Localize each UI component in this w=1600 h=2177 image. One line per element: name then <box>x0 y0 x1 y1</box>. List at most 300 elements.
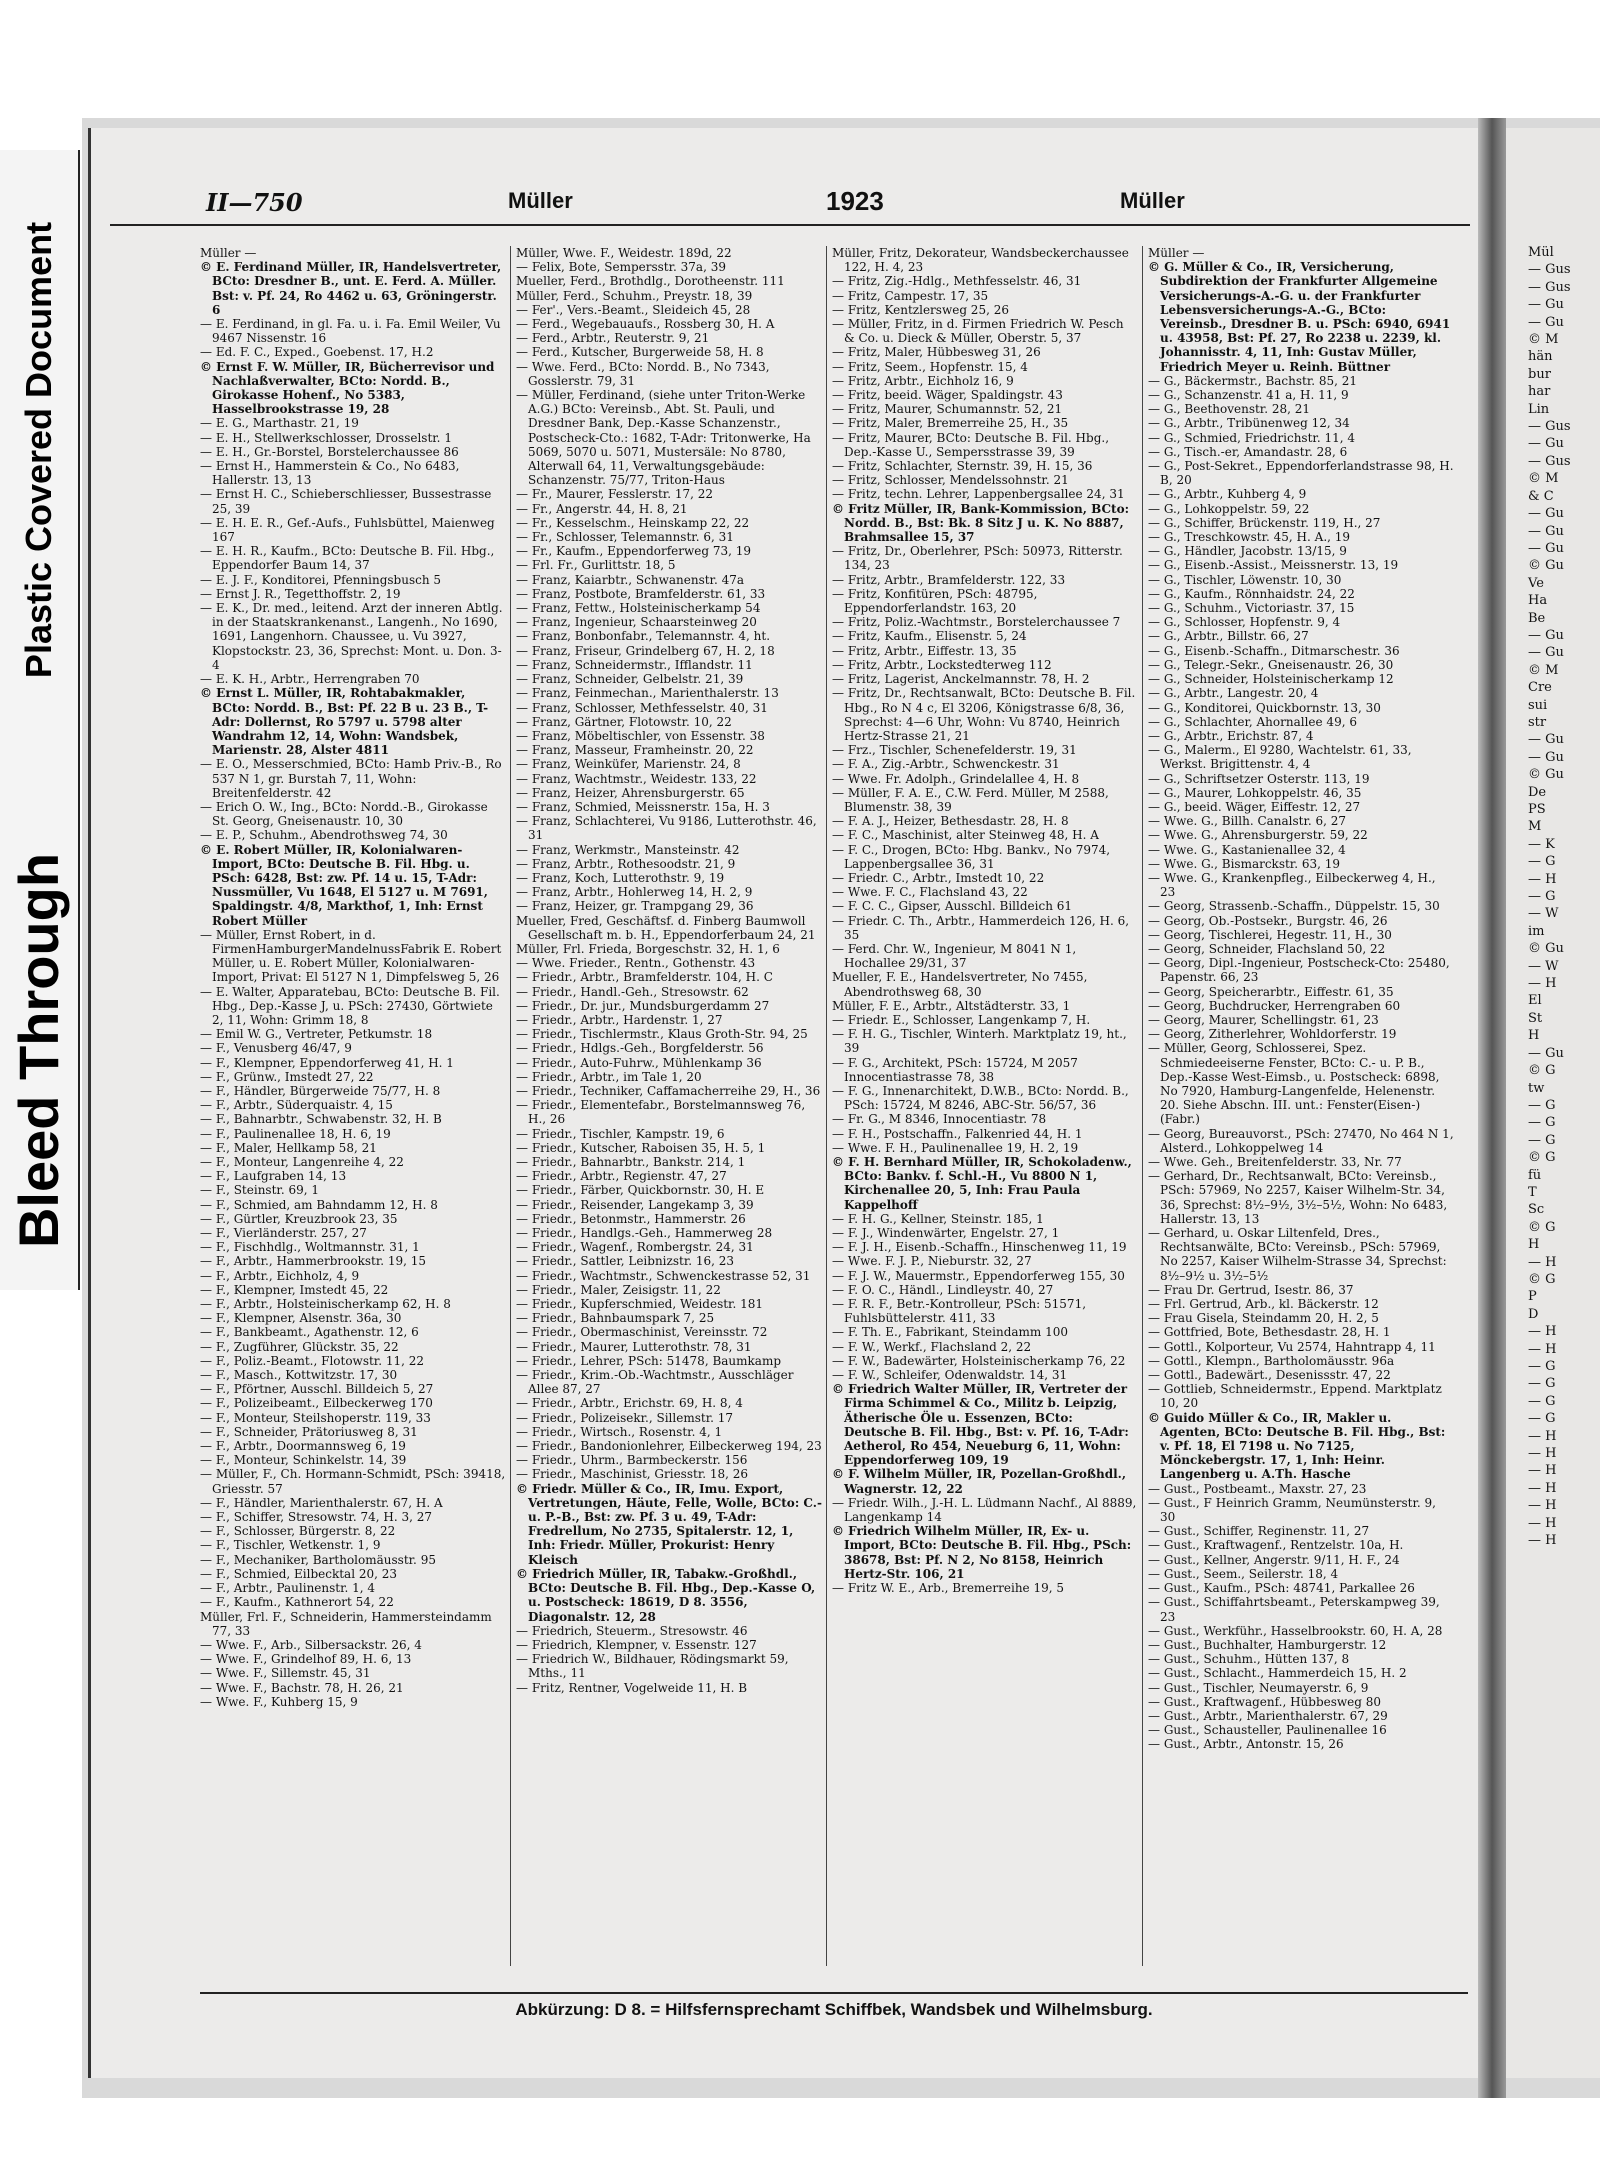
adjacent-page-line: © Gu <box>1528 558 1564 574</box>
directory-entry: — F. A., Zig.-Arbtr., Schwenckestr. 31 <box>832 757 1060 772</box>
adjacent-page-line: sui <box>1528 697 1548 713</box>
adjacent-page-line: — K <box>1528 836 1555 852</box>
directory-entry: — Franz, Schneider, Gelbelstr. 21, 39 <box>516 672 744 687</box>
directory-entry: — Georg, Tischlerei, Hegestr. 11, H., 30 <box>1148 927 1392 942</box>
adjacent-page-line: tw <box>1528 1080 1545 1096</box>
directory-entry: — Friedr., Auto-Fuhrw., Mühlenkamp 36 <box>516 1055 762 1070</box>
directory-entry: — Friedr., Kupferschmied, Weidestr. 181 <box>516 1297 763 1312</box>
directory-entry: © Friedr. Müller & Co., IR, Imu. Export, Vertretungen, Häute, Felle, Wolle, BCto: C.- u. P.-B., Bst: zw. Pf. 3 u. 49, T-Adr: Fredrellum, No 2735, Spitalerstr. 12, 1, Inh: Friedr. Müller, Prokurist: Henry Kleisch <box>516 1481 822 1567</box>
directory-entry: — Franz, Feinmechan., Marienthalerstr. 13 <box>516 686 779 701</box>
directory-entry: — F. J. W., Mauermstr., Eppendorferweg 155, 30 <box>832 1268 1125 1283</box>
directory-entry: — Fritz, Maurer, BCto: Deutsche B. Fil. Hbg., Dep.-Kasse U., Sempersstrasse 39, 39 <box>832 430 1110 459</box>
page-header <box>110 184 1470 226</box>
directory-entry: Müller, Frl. F., Schneiderin, Hammersteindamm 77, 33 <box>200 1609 492 1638</box>
directory-entry: — F., Steinstr. 69, 1 <box>200 1183 319 1198</box>
directory-entry: — E. G., Marthastr. 21, 19 <box>200 416 359 431</box>
directory-entry: — Gust., Schiffer, Reginenstr. 11, 27 <box>1148 1524 1370 1539</box>
directory-entry: — E. H., Gr.-Borstel, Borstelerchaussee 86 <box>200 444 459 459</box>
adjacent-page-line: © Gu <box>1528 941 1564 957</box>
directory-entry: — Georg, Speicherarbtr., Eiffestr. 61, 35 <box>1148 984 1394 999</box>
adjacent-page-line: PS <box>1528 802 1546 817</box>
directory-entry: — Franz, Weinküfer, Marienstr. 24, 8 <box>516 757 741 772</box>
adjacent-page-line: — H <box>1528 1480 1557 1496</box>
adjacent-page-line: — Gu <box>1528 1045 1564 1061</box>
directory-entry: — Friedr., Handl.-Geh., Stresowstr. 62 <box>516 984 749 999</box>
column-rule <box>826 246 827 1966</box>
adjacent-page-line: Cre <box>1528 680 1552 696</box>
directory-entry: — Friedr., Wachtmstr., Schwenckestrasse 52, 31 <box>516 1268 811 1283</box>
directory-entry: — F. O. C., Händl., Lindleystr. 40, 27 <box>832 1282 1054 1297</box>
directory-entry: — Franz, Heizer, Ahrensburgerstr. 65 <box>516 785 745 800</box>
adjacent-page-line: — W <box>1528 906 1559 922</box>
directory-entry: Müller — <box>200 246 257 260</box>
directory-entry: — Frl. Fr., Gurlittstr. 18, 5 <box>516 558 676 573</box>
adjacent-page-line: — H <box>1528 1446 1557 1462</box>
bleed-through-label: Bleed Through <box>7 852 71 1248</box>
directory-entry: — Wwe. F., Kuhberg 15, 9 <box>200 1694 358 1709</box>
directory-entry: © E. Robert Müller, IR, Kolonialwaren-Import, BCto: Deutsche B. Fil. Hbg. u. PSch: 6428, Bst: zw. Pf. 14 u. 15, T-Adr: Nussmüller, Vu 1648, El 5127 u. M 7691, Spaldingstr. 4/8, Markthof, 1, Inh: Ernst Robert Müller <box>200 842 488 928</box>
directory-entry: — Friedr., Arbtr., Regienstr. 47, 27 <box>516 1169 727 1184</box>
directory-entry: — Gust., Kellner, Angerstr. 9/11, H. F., 24 <box>1148 1552 1400 1567</box>
column-rule <box>510 246 511 1966</box>
directory-entry: — Franz, Friseur, Grindelberg 67, H. 2, 18 <box>516 643 775 658</box>
adjacent-page-line: — G <box>1528 1132 1556 1148</box>
adjacent-page-line: — H <box>1528 871 1557 887</box>
directory-entry: — F., Arbtr., Paulinenstr. 1, 4 <box>200 1581 376 1596</box>
directory-entry: — Fritz, techn. Lehrer, Lappenbergsallee 24, 31 <box>832 487 1125 502</box>
directory-entry: — Wwe. Fr. Adolph., Grindelallee 4, H. 8 <box>832 771 1080 786</box>
directory-entry: — Gust., Schuhm., Hütten 137, 8 <box>1148 1652 1350 1667</box>
directory-entry: — Frau Gisela, Steindamm 20, H. 2, 5 <box>1148 1311 1379 1326</box>
directory-entry: — Müller, F., Ch. Hormann-Schmidt, PSch: 39418, Griesstr. 57 <box>200 1467 506 1496</box>
directory-entry: © F. H. Bernhard Müller, IR, Schokoladenw., BCto: Bankv. f. Schl.-H., Vu 8800 N 1, Kirchenallee 20, 5, Inh: Frau Paula Kappelhoff <box>832 1155 1132 1212</box>
directory-entry: — Fritz, Konfitüren, PSch: 48795, Eppendorferlandstr. 163, 20 <box>832 586 1038 616</box>
directory-entry: — F., Klempner, Imstedt 45, 22 <box>200 1282 389 1297</box>
directory-entry: — Friedr., Arbtr., im Tale 1, 20 <box>516 1069 702 1084</box>
directory-entry: — G., Schlachter, Ahornallee 49, 6 <box>1148 714 1357 729</box>
adjacent-page-line: fü <box>1528 1167 1542 1183</box>
directory-entry: — G., Kaufm., Rönnhaidstr. 24, 22 <box>1148 586 1355 601</box>
adjacent-page-line: — Gu <box>1528 506 1564 522</box>
adjacent-page-line: — H <box>1528 1498 1557 1514</box>
directory-entry: — G., Schriftsetzer Osterstr. 113, 19 <box>1148 771 1370 786</box>
directory-column-3 <box>832 246 1138 1966</box>
directory-entry: — F. C. C., Gipser, Ausschl. Billdeich 61 <box>832 899 1073 914</box>
directory-entry: — F., Händler, Bürgerweide 75/77, H. 8 <box>200 1083 441 1098</box>
directory-entry: — F. W., Schleifer, Odenwaldstr. 14, 31 <box>832 1368 1068 1383</box>
directory-entry: — Fr., Angerstr. 44, H. 8, 21 <box>516 501 688 516</box>
directory-entry: — G., Arbtr., Kuhberg 4, 9 <box>1148 487 1307 502</box>
directory-entry: — Georg, Maurer, Schellingstr. 61, 23 <box>1148 1012 1379 1027</box>
directory-entry: — Frl. Gertrud, Arb., kl. Bäckerstr. 12 <box>1148 1297 1379 1312</box>
directory-entry: — G., Telegr.-Sekr., Gneisenaustr. 26, 30 <box>1148 657 1394 672</box>
directory-entry: — Franz, Arbtr., Hohlerweg 14, H. 2, 9 <box>516 885 753 900</box>
directory-entry: — F., Paulinenallee 18, H. 6, 19 <box>200 1126 391 1141</box>
adjacent-page-line: © G <box>1528 1271 1556 1287</box>
directory-column-1 <box>200 246 506 1966</box>
directory-entry: — Fr., Kesselschm., Heinskamp 22, 22 <box>516 515 750 530</box>
directory-entry: — F., Arbtr., Süderquaistr. 4, 15 <box>200 1098 393 1113</box>
directory-entry: — F., Mechaniker, Bartholomäusstr. 95 <box>200 1552 436 1567</box>
directory-entry: — F. Th. E., Fabrikant, Steindamm 100 <box>832 1325 1069 1340</box>
adjacent-page-line: — Gu <box>1528 732 1564 748</box>
directory-column-2 <box>516 246 822 1966</box>
directory-entry: — Franz, Postbote, Bramfelderstr. 61, 33 <box>516 586 766 601</box>
directory-entry: — F. R. F., Betr.-Kontrolleur, PSch: 51571, Fuhlsbüttelerstr. 411, 33 <box>832 1297 1087 1326</box>
adjacent-page-line: — Gu <box>1528 627 1564 643</box>
column-rule <box>1142 246 1143 1966</box>
directory-entry: — Ernst H., Hammerstein & Co., No 6483, Hallerstr. 13, 13 <box>200 459 460 488</box>
directory-entry: — F. W., Badewärter, Holsteinischerkamp 76, 22 <box>832 1353 1126 1368</box>
directory-entry: — E. H. R., Kaufm., BCto: Deutsche B. Fil. Hbg., Eppendorfer Baum 14, 37 <box>200 544 495 573</box>
directory-entry: — F., Bankbeamt., Agathenstr. 12, 6 <box>200 1325 419 1340</box>
directory-year: 1923 <box>826 186 884 216</box>
directory-entry: — F. G., Architekt, PSch: 15724, M 2057 Innocentiastrasse 78, 38 <box>832 1055 1078 1084</box>
adjacent-page-line: P <box>1528 1289 1537 1305</box>
directory-entry: — E. K. H., Arbtr., Herrengraben 70 <box>200 672 420 687</box>
directory-entry: — G., Maurer, Lohkoppelstr. 46, 35 <box>1148 785 1362 800</box>
directory-entry: — Gust., Postbeamt., Maxstr. 27, 23 <box>1148 1481 1367 1496</box>
directory-entry: — E. H., Stellwerkschlosser, Drosselstr. 1 <box>200 430 452 445</box>
directory-entry: — Friedr., Tischlermstr., Klaus Groth-Str. 94, 25 <box>516 1027 808 1042</box>
directory-entry: — Fritz, Schlachter, Sternstr. 39, H. 15, 36 <box>832 459 1093 474</box>
directory-entry: — Friedr., Lehrer, PSch: 51478, Baumkamp <box>516 1353 782 1368</box>
directory-entry: — Georg, Ob.-Postsekr., Burgstr. 46, 26 <box>1148 913 1388 928</box>
adjacent-page-line: St <box>1528 1010 1543 1026</box>
adjacent-page-line: hän <box>1528 349 1553 365</box>
directory-entry: — F., Klempner, Eppendorferweg 41, H. 1 <box>200 1055 454 1070</box>
directory-entry: — Ferd. Chr. W., Ingenieur, M 8041 N 1, Hochallee 29/31, 37 <box>832 941 1077 971</box>
directory-entry: — Friedr., Tischler, Kampstr. 19, 6 <box>516 1126 725 1141</box>
directory-entry: — Friedr., Kutscher, Raboisen 35, H. 5, 1 <box>516 1140 766 1155</box>
directory-entry: — F. H. G., Kellner, Steinstr. 185, 1 <box>832 1211 1044 1226</box>
directory-entry: — G., Arbtr., Langestr. 20, 4 <box>1148 686 1319 701</box>
directory-entry: — G., Bäckermstr., Bachstr. 85, 21 <box>1148 373 1358 388</box>
directory-entry: Mueller, Ferd., Brothdlg., Dorotheenstr. 111 <box>516 274 785 289</box>
adjacent-page-line: — Gu <box>1528 749 1564 765</box>
directory-entry: — F., Klempner, Alsenstr. 36a, 30 <box>200 1311 402 1326</box>
adjacent-page-line: Be <box>1528 610 1546 626</box>
directory-entry: — Fritz W. E., Arb., Bremerreihe 19, 5 <box>832 1581 1064 1596</box>
directory-entry: — Friedrich, Steuerm., Stresowstr. 46 <box>516 1623 748 1638</box>
directory-entry: — Wwe. F., Bachstr. 78, H. 26, 21 <box>200 1680 404 1695</box>
directory-entry: — F., Zugführer, Glückstr. 35, 22 <box>200 1339 399 1354</box>
directory-entry: — Wwe. F. H., Paulinenallee 19, H. 2, 19 <box>832 1140 1079 1155</box>
directory-entry: — Friedr., Hdlgs.-Geh., Borgfelderstr. 56 <box>516 1041 764 1056</box>
directory-entry: — G., Arbtr., Billstr. 66, 27 <box>1148 629 1309 644</box>
adjacent-page-line: © G <box>1528 1219 1556 1235</box>
directory-entry: — Erich O. W., Ing., BCto: Nordd.-B., Girokasse St. Georg, Gneisenaustr. 10, 30 <box>200 799 488 829</box>
directory-entry: — Franz, Schneidermstr., Ifflandstr. 11 <box>516 657 753 672</box>
adjacent-page-line: — Gus <box>1528 419 1571 435</box>
directory-entry: — Gust., Kraftwagenf., Rentzelstr. 10a, H. <box>1148 1538 1404 1553</box>
directory-entry: — Gottl., Kolporteur, Vu 2574, Hahntrapp 4, 11 <box>1148 1339 1436 1354</box>
adjacent-page-line: bur <box>1528 366 1551 382</box>
directory-entry: — Friedr., Handlgs.-Geh., Hammerweg 28 <box>516 1226 773 1241</box>
directory-entry: — F., Monteur, Schinkelstr. 14, 39 <box>200 1453 407 1468</box>
directory-entry: — Friedr., Techniker, Caffamacherreihe 29, H., 36 <box>516 1083 821 1098</box>
adjacent-page-line: — G <box>1528 889 1556 905</box>
directory-entry: © Ernst L. Müller, IR, Rohtabakmakler, BCto: Nordd. B., Bst: Pf. 22 B u. 23 B., T-Adr: Dollernst, Ro 5797 u. 5798 alter Wandrahm 12, 14, Wohn: Wandsbek, Marienstr. 28, Alster 4811 <box>200 686 489 758</box>
adjacent-page-line: im <box>1528 923 1545 939</box>
adjacent-page-line: — G <box>1528 1359 1556 1374</box>
directory-entry: — Friedr., Elementefabr., Borstelmannsweg 76, H., 26 <box>516 1098 806 1127</box>
directory-entry: — Ferd., Arbtr., Reuterstr. 9, 21 <box>516 331 710 346</box>
directory-entry: — F. W., Werkf., Flachsland 2, 22 <box>832 1339 1032 1354</box>
directory-entry: — F., Pförtner, Ausschl. Billdeich 5, 27 <box>200 1382 434 1397</box>
directory-entry: — Müller, Fritz, in d. Firmen Friedrich W. Pesch & Co. u. Dieck & Müller, Oberstr. 5, 37 <box>832 317 1124 346</box>
adjacent-page-line: — H <box>1528 976 1557 992</box>
directory-entry: © Guido Müller & Co., IR, Makler u. Agenten, BCto: Deutsche B. Fil. Hbg., Bst: v. Pf. 18, El 7198 u. No 7125, Mönckebergstr. 17, 1, Inh: Heinr. Langenberg u. A.Th. Hasche <box>1148 1410 1446 1482</box>
directory-entry: — Müller, F. A. E., C.W. Ferd. Müller, M 2588, Blumenstr. 38, 39 <box>832 785 1109 814</box>
directory-entry: — Fritz, Lagerist, Anckelmannstr. 78, H. 2 <box>832 672 1090 687</box>
directory-entry: — Gottlieb, Schneidermstr., Eppend. Marktplatz 10, 20 <box>1148 1382 1442 1411</box>
directory-entry: — F., Monteur, Steilshoperstr. 119, 33 <box>200 1410 431 1425</box>
directory-entry: — Müller, Ferdinand, (siehe unter Triton-Werke A.G.) BCto: Vereinsb., Abt. St. Pauli, und Dresdner Bank, Dep.-Kasse Schanzenstr., Postscheck-Cto.: 1682, T-Adr: Tritonwerke, Ha 5069, 5070 u. 5071, Mustersäle: No 8780, Alterwall 64, 11, Verwaltungsgebäude: Schanzenstr. 75/77, Triton-Haus <box>516 388 811 488</box>
directory-entry: — Franz, Wachtmstr., Weidestr. 133, 22 <box>516 771 757 786</box>
directory-entry: — Gerhard, Dr., Rechtsanwalt, BCto: Vereinsb., PSch: 57969, No 2257, Kaiser Wilhelm-Str. 34, 36, Sprechst: 8½–9½, 3½–5½, Wohn: No 6483, Hallerstr. 13, 13 <box>1148 1169 1448 1226</box>
directory-entry: Müller, F. E., Arbtr., Altstädterstr. 33, 1 <box>832 998 1071 1013</box>
page-number: II—750 <box>206 188 303 217</box>
adjacent-page-line: M <box>1528 819 1542 835</box>
directory-entry: — Friedr., Polizeisekr., Sillemstr. 17 <box>516 1410 734 1425</box>
directory-entry: — F. C., Maschinist, alter Steinweg 48, H. A <box>832 828 1099 843</box>
directory-entry: — G., Schneider, Holsteinischerkamp 12 <box>1148 672 1394 687</box>
directory-entry: — E. H. E. R., Gef.-Aufs., Fuhlsbüttel, Maienweg 167 <box>200 515 495 545</box>
directory-entry: — Franz, Kaiarbtr., Schwanenstr. 47a <box>516 572 745 587</box>
directory-entry: — Friedr., Reisender, Langekamp 3, 39 <box>516 1197 754 1212</box>
abbreviation-footer: Abkürzung: D 8. = Hilfsfernsprechamt Schiffbek, Wandsbek und Wilhelmsburg. <box>200 1992 1468 2028</box>
directory-entry: — Georg, Buchdrucker, Herrengraben 60 <box>1148 998 1401 1013</box>
directory-entry: Mueller, Fred, Geschäftsf. d. Finberg Baumwoll Gesellschaft m. b. H., Eppendorferbaum 24, 21 <box>516 913 816 942</box>
directory-entry: — E. J. F., Konditorei, Pfenningsbusch 5 <box>200 572 442 587</box>
directory-entry: — Fritz, Kentzlersweg 25, 26 <box>832 302 1009 317</box>
directory-entry: — F., Arbtr., Hammerbrookstr. 19, 15 <box>200 1254 427 1269</box>
directory-entry: — G., Konditorei, Quickbornstr. 13, 30 <box>1148 700 1381 715</box>
directory-entry: — F., Vierländerstr. 257, 27 <box>200 1226 367 1241</box>
adjacent-page-line: — G <box>1528 1376 1556 1392</box>
directory-entry: — F., Arbtr., Holsteinischerkamp 62, H. 8 <box>200 1297 451 1312</box>
adjacent-page-line: © M <box>1528 471 1559 487</box>
directory-entry: — Gust., Kraftwagenf., Hübbesweg 80 <box>1148 1694 1382 1709</box>
directory-entry: — Fr., Schlosser, Telemannstr. 6, 31 <box>516 530 734 545</box>
adjacent-page-line: © G <box>1528 1150 1556 1166</box>
adjacent-page-line: — H <box>1528 1515 1557 1531</box>
adjacent-page-line: — H <box>1528 1324 1557 1340</box>
directory-entry: — F., Fischhdlg., Woltmannstr. 31, 1 <box>200 1240 420 1255</box>
directory-entry: — F. A. J., Heizer, Bethesdastr. 28, H. 8 <box>832 814 1069 829</box>
directory-entry: — Friedr., Uhrm., Barmbeckerstr. 156 <box>516 1453 748 1468</box>
directory-entry: — Franz, Schlosser, Methfesselstr. 40, 31 <box>516 700 768 715</box>
book-gutter <box>1478 118 1506 2098</box>
adjacent-page-line: — Gus <box>1528 262 1571 278</box>
directory-entry: — F., Arbtr., Doormannsweg 6, 19 <box>200 1439 406 1454</box>
adjacent-page-line: D <box>1528 1306 1539 1322</box>
adjacent-page-line: str <box>1528 714 1547 730</box>
directory-entry: — F., Schlosser, Bürgerstr. 8, 22 <box>200 1524 396 1539</box>
directory-entry: — Friedr., Obermaschinist, Vereinsstr. 72 <box>516 1325 768 1340</box>
directory-entry: — F., Tischler, Wetkenstr. 1, 9 <box>200 1538 381 1553</box>
directory-entry: — Franz, Heizer, gr. Trampgang 29, 36 <box>516 899 754 914</box>
directory-entry: — Friedr. C. Th., Arbtr., Hammerdeich 126, H. 6, 35 <box>832 913 1130 942</box>
directory-entry: — F., Venusberg 46/47, 9 <box>200 1041 352 1056</box>
adjacent-page-line: — Gus <box>1528 279 1571 295</box>
directory-entry: — Franz, Werkmstr., Mansteinstr. 42 <box>516 842 740 857</box>
directory-entry: Mueller, F. E., Handelsvertreter, No 7455, Abendrothsweg 68, 30 <box>832 970 1088 999</box>
directory-entry: — Franz, Gärtner, Flotowstr. 10, 22 <box>516 714 732 729</box>
directory-entry: — Fr., Maurer, Fesslerstr. 17, 22 <box>516 487 714 502</box>
adjacent-page-line: & C <box>1528 488 1554 504</box>
directory-entry: — Gottfried, Bote, Bethesdastr. 28, H. 1 <box>1148 1325 1391 1340</box>
directory-entry: — Wwe. Frieder., Rentn., Gothenstr. 43 <box>516 956 756 971</box>
directory-entry: — G., Tischler, Löwenstr. 10, 30 <box>1148 572 1342 587</box>
directory-entry: — Friedrich, Klempner, v. Essenstr. 127 <box>516 1637 757 1652</box>
directory-entry: — F., Grünw., Imstedt 27, 22 <box>200 1069 374 1084</box>
directory-entry: — Friedr., Betonmstr., Hammerstr. 26 <box>516 1211 746 1226</box>
directory-entry: — Gust., Buchhalter, Hamburgerstr. 12 <box>1148 1637 1387 1652</box>
directory-entry: — Franz, Schmied, Meissnerstr. 15a, H. 3 <box>516 799 770 814</box>
directory-entry: — Fritz, Maler, Hübbesweg 31, 26 <box>832 345 1041 360</box>
directory-entry: — Wwe. F., Arb., Silbersackstr. 26, 4 <box>200 1637 422 1652</box>
adjacent-page-line: — Gu <box>1528 297 1564 313</box>
directory-entry: — G., Schiffer, Brückenstr. 119, H., 27 <box>1148 515 1381 530</box>
adjacent-page-line: H <box>1528 1028 1540 1044</box>
directory-entry: — F., Kaufm., Kathnerort 54, 22 <box>200 1595 394 1610</box>
directory-entry: — F. J. H., Eisenb.-Schaffn., Hinschenweg 11, 19 <box>832 1240 1127 1255</box>
directory-entry: © G. Müller & Co., IR, Versicherung, Subdirektion der Frankfurter Allgemeine Versicherungs-A.-G. u. der Frankfurter Lebensversicherungs-A.-G., BCto: Vereinsb., Dresdner B. u. PSch: 6940, 6941 u. 43958, Bst: Pf. 27, Ro 2238 u. 2239, kl. Johannisstr. 4, 11, Inh: Gustav Müller, Friedrich Meyer u. Reinh. Büttner <box>1148 260 1451 374</box>
directory-entry: — Fritz, Maler, Bremerreihe 25, H., 35 <box>832 416 1069 431</box>
directory-entry: — Gust., Tischler, Neumayerstr. 6, 9 <box>1148 1680 1369 1695</box>
directory-entry: — G., beeid. Wäger, Eiffestr. 12, 27 <box>1148 799 1361 814</box>
directory-entry: — Friedr., Arbtr., Bramfelderstr. 104, H. C <box>516 970 773 985</box>
directory-entry: — F., Händler, Marienthalerstr. 67, H. A <box>200 1495 443 1510</box>
directory-entry: — Fritz, Arbtr., Eichholz 16, 9 <box>832 373 1014 388</box>
adjacent-page-line: Sc <box>1528 1202 1545 1218</box>
adjacent-page-line: — G <box>1528 1115 1556 1131</box>
directory-entry: — Gust., F Heinrich Gramm, Neumünsterstr. 9, 30 <box>1148 1495 1436 1525</box>
directory-entry: — Müller, Georg, Schlosserei, Spez. Schmiedeeiserne Fenster, BCto: C.- u. P. B., Dep.-Kasse West-Eimsb., u. Postscheck: 6898, No 7920, Hamburg-Langenfelde, Helenenstr. 20. Siehe Abschn. III. unt.: Fenster(Eisen-)(Fabr.) <box>1148 1041 1440 1127</box>
directory-entry: — Friedr., Bahnarbtr., Bankstr. 214, 1 <box>516 1155 746 1169</box>
directory-entry: — Gust., Arbtr., Marienthalerstr. 67, 29 <box>1148 1708 1388 1723</box>
directory-entry: — Friedr., Maurer, Lutterothstr. 78, 31 <box>516 1339 752 1354</box>
directory-entry: — Wwe. F., Sillemstr. 45, 31 <box>200 1666 371 1681</box>
directory-entry: — Georg, Strassenb.-Schaffn., Düppelstr. 15, 30 <box>1148 899 1440 914</box>
adjacent-page-fragment <box>1506 128 1600 2078</box>
directory-entry: — Gust., Schausteller, Paulinenallee 16 <box>1148 1723 1387 1738</box>
directory-entry: — Fritz, Seem., Hopfenstr. 15, 4 <box>832 359 1028 374</box>
directory-entry: — Friedr., Arbtr., Erichstr. 69, H. 8, 4 <box>516 1396 743 1411</box>
directory-entry: — Friedr. Wilh., J.-H. L. Lüdmann Nachf., Al 8889, Langenkamp 14 <box>832 1495 1137 1525</box>
directory-entry: — Franz, Bonbonfabr., Telemannstr. 4, ht. <box>516 629 771 644</box>
directory-entry: — G., Schuhm., Victoriastr. 37, 15 <box>1148 601 1355 616</box>
adjacent-page-line: — Gu <box>1528 645 1564 661</box>
directory-entry: — Wwe. F., Grindelhof 89, H. 6, 13 <box>200 1652 412 1667</box>
adjacent-page-line: — H <box>1528 1463 1557 1479</box>
directory-entry: — Ferd., Kutscher, Burgerweide 58, H. 8 <box>516 345 764 360</box>
directory-entry: — Friedr., Wagenf., Rombergstr. 24, 31 <box>516 1240 754 1255</box>
directory-entry: — Fer'., Vers.-Beamt., Sleideich 45, 28 <box>516 302 751 317</box>
adjacent-page-line: — W <box>1528 958 1559 974</box>
directory-entry: © Friedrich Walter Müller, IR, Vertreter der Firma Schimmel & Co., Militz b. Leipzig, Ätherische Öle u. Essenzen, BCto: Deutsche B. Fil. Hbg., Bst: v. Pf. 16, T-Adr: Aetherol, Ro 454, Neueburg 6, 11, Wohn: Eppendorferweg 109, 19 <box>832 1382 1129 1468</box>
directory-entry: — Gerhard, u. Oskar Liltenfeld, Dres., Rechtsanwälte, BCto: Vereinsb., PSch: 57969, No 2257, Kaiser Wilhelm-Strasse 34, Sprechst: 8½–9½ u. 3½–5½ <box>1148 1226 1447 1283</box>
directory-entry: — Fritz, Dr., Oberlehrer, PSch: 50973, Ritterstr. 134, 23 <box>832 544 1123 573</box>
adjacent-page-line: — Gu <box>1528 540 1564 556</box>
directory-entry: — G., Malerm., El 9280, Wachtelstr. 61, 33, Werkst. Brigittenstr. 4, 4 <box>1148 743 1412 772</box>
directory-entry: — Ferd., Wegebauaufs., Rossberg 30, H. A <box>516 317 775 332</box>
directory-entry: — Franz, Möbeltischler, von Essenstr. 38 <box>516 728 765 743</box>
running-head-left: Müller <box>508 188 573 213</box>
adjacent-page-line: H <box>1528 1237 1540 1253</box>
directory-entry: — E. P., Schuhm., Abendrothsweg 74, 30 <box>200 828 448 843</box>
directory-entry: — Friedr., Maschinist, Griesstr. 18, 26 <box>516 1467 749 1482</box>
directory-entry: Müller, Ferd., Schuhm., Preystr. 18, 39 <box>516 288 753 303</box>
directory-entry: — Fritz, Arbtr., Eiffestr. 13, 35 <box>832 643 1017 658</box>
directory-entry: — F., Poliz.-Beamt., Flotowstr. 11, 22 <box>200 1353 425 1368</box>
adjacent-page-line: Mül <box>1528 245 1554 260</box>
directory-entry: — F. H. G., Tischler, Winterh. Marktplatz 19, ht., 39 <box>832 1027 1127 1056</box>
directory-entry: — G., Treschkowstr. 45, H. A., 19 <box>1148 530 1351 545</box>
directory-entry: — G., Lohkoppelstr. 59, 22 <box>1148 501 1310 516</box>
directory-entry: — Wwe. F. C., Flachsland 43, 22 <box>832 885 1028 900</box>
directory-entry: — Franz, Fettw., Holsteinischerkamp 54 <box>516 601 761 616</box>
directory-entry: — E. Ferdinand, in gl. Fa. u. i. Fa. Emil Weiler, Vu 9467 Nissenstr. 16 <box>200 317 501 346</box>
directory-entry: — Friedr., Dr. jur., Mundsburgerdamm 27 <box>516 998 770 1013</box>
directory-entry: — Wwe. G., Billh. Canalstr. 6, 27 <box>1148 814 1347 829</box>
directory-entry: — Frau Dr. Gertrud, Isestr. 86, 37 <box>1148 1282 1354 1297</box>
directory-entry: — G., Eisenb.-Schaffn., Ditmarschestr. 36 <box>1148 643 1400 658</box>
directory-entry: — F., Schneider, Prätoriusweg 8, 31 <box>200 1424 418 1439</box>
directory-entry: — Friedr. C., Arbtr., Imstedt 10, 22 <box>832 870 1045 885</box>
directory-entry: — Gust., Arbtr., Antonstr. 15, 26 <box>1148 1737 1344 1752</box>
directory-entry: — Franz, Schlachterei, Vu 9186, Lutterothstr. 46, 31 <box>516 814 817 843</box>
directory-entry: — E. Walter, Apparatebau, BCto: Deutsche B. Fil. Hbg., Dep.-Kasse J, u. PSch: 27430, Görtwiete 2, 11, Wohn: Grimm 18, 8 <box>200 984 500 1027</box>
directory-entry: — G., Arbtr., Tribünenweg 12, 34 <box>1148 416 1350 431</box>
adjacent-page-line: © M <box>1528 332 1559 348</box>
directory-entry: — F., Schiffer, Stresowstr. 74, H. 3, 27 <box>200 1510 432 1525</box>
directory-entry: — F. J., Windenwärter, Engelstr. 27, 1 <box>832 1226 1060 1241</box>
directory-entry: — G., Beethovenstr. 28, 21 <box>1148 402 1311 417</box>
directory-entry: — Franz, Ingenieur, Schaarsteinweg 20 <box>516 615 757 630</box>
adjacent-page-line: © Gu <box>1528 767 1564 783</box>
directory-entry: — Fritz, Zig.-Hdlg., Methfesselstr. 46, 31 <box>832 274 1082 289</box>
directory-entry: — Fritz, beeid. Wäger, Spaldingstr. 43 <box>832 388 1063 403</box>
directory-entry: — F., Laufgraben 14, 13 <box>200 1169 347 1184</box>
adjacent-page-line: De <box>1528 784 1547 800</box>
directory-entry: — Gottl., Badewärt., Desenissstr. 47, 22 <box>1148 1368 1391 1383</box>
adjacent-page-line: — Gu <box>1528 523 1564 539</box>
directory-entry: — Wwe. F. J. P., Nieburstr. 32, 27 <box>832 1254 1032 1269</box>
directory-entry: — Georg, Zitherlehrer, Wohldorferstr. 19 <box>1148 1027 1397 1042</box>
directory-entry: — F., Maler, Hellkamp 58, 21 <box>200 1140 377 1155</box>
directory-entry: — F., Gürtler, Kreuzbrook 23, 35 <box>200 1211 398 1226</box>
directory-entry: — Felix, Bote, Sempersstr. 37a, 39 <box>516 260 726 275</box>
directory-entry: — Fritz, Maurer, Schumannstr. 52, 21 <box>832 402 1063 417</box>
directory-entry: — Friedr., Arbtr., Hardenstr. 1, 27 <box>516 1012 723 1027</box>
directory-entry: — Fritz, Arbtr., Bramfelderstr. 122, 33 <box>832 572 1066 587</box>
directory-entry: Müller, Fritz, Dekorateur, Wandsbeckerchaussee 122, H. 4, 23 <box>832 246 1129 275</box>
directory-entry: — Friedr., Bandonionlehrer, Eilbeckerweg 194, 23 <box>516 1439 822 1454</box>
adjacent-page-line: — Gus <box>1528 453 1571 469</box>
directory-entry: Müller, Frl. Frieda, Borgeschstr. 32, H. 1, 6 <box>516 941 780 956</box>
directory-entry: — Gust., Werkführ., Hasselbrookstr. 60, H. A, 28 <box>1148 1623 1443 1638</box>
directory-entry: — Fritz, Rentner, Vogelweide 11, H. B <box>516 1680 748 1695</box>
directory-entry: — Müller, Ernst Robert, in d. FirmenHamburgerMandelnussFabrik E. Robert Müller, u. E. Robert Müller, Kolonialwaren-Import, Privat: El 5127 N 1, Dimpfelsweg 5, 26 <box>200 927 502 985</box>
adjacent-page-text <box>1506 244 1600 1549</box>
directory-entry: Müller, Wwe. F., Weidestr. 189d, 22 <box>516 246 732 260</box>
directory-entry: — Friedrich W., Bildhauer, Rödingsmarkt 59, Mths., 11 <box>516 1652 789 1681</box>
directory-columns <box>200 246 1468 1966</box>
directory-entry: — Friedr., Sattler, Leibnizstr. 16, 23 <box>516 1254 735 1269</box>
